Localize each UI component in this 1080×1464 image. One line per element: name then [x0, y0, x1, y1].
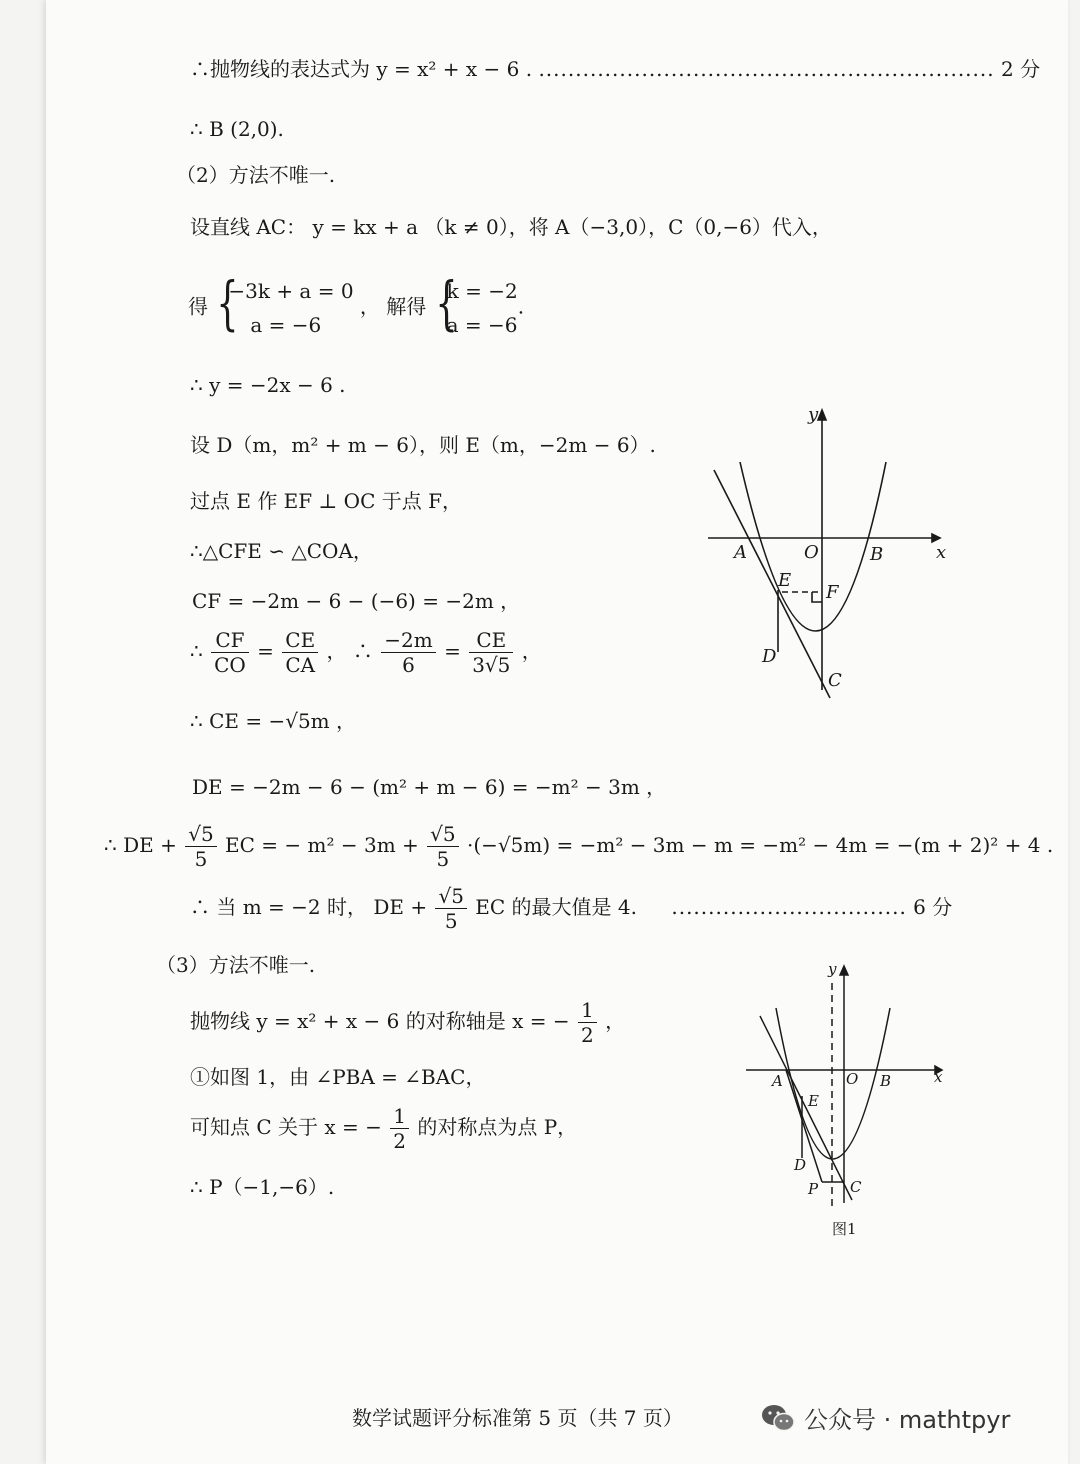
frac-sqrt5-5-c: $\frac{√5}{5}$	[435, 884, 466, 933]
sys2-row1: k = −2	[446, 279, 518, 303]
label-f: F	[826, 582, 839, 603]
label-c: C	[828, 670, 842, 691]
label-b-2: B	[880, 1072, 892, 1090]
frac-1-2-b: $\frac{1}{2}$	[390, 1104, 409, 1153]
line-cf: CF = −2m − 6 − (−6) = −2m ，	[192, 589, 521, 613]
line-ce: ∴ CE = −√5m ，	[190, 709, 357, 733]
line-set-d: 设 D（m，m² + m − 6），则 E（m，−2m − 6）.	[190, 433, 656, 457]
line-max: ∴ 当 m = −2 时， DE + $\frac{√5}{5}$ EC 的最大值是 4. ................................ 6 分	[190, 884, 953, 933]
line-angle: ①如图 1，由 ∠PBA = ∠BAC，	[190, 1065, 486, 1089]
line-de-ec: ∴ DE + $\frac{√5}{5}$ EC = − m² − 3m + $\frac{√5}{5}$ ·(−√5m) = −m² − 3m − m = −m² − 4m = −(m + 2)² + 4 .	[104, 822, 1054, 871]
label-o-2: O	[846, 1070, 859, 1088]
label-c-2: C	[850, 1178, 862, 1196]
label-y-2: y	[828, 960, 837, 978]
label-a-2: A	[772, 1072, 783, 1090]
wechat-icon	[760, 1403, 796, 1433]
line-similar: ∴△CFE ∽ △COA，	[190, 539, 373, 563]
leader-dots-6: ................................	[671, 895, 907, 919]
line-y-result: ∴ y = −2x − 6 .	[190, 373, 346, 397]
part-3-heading: （3）方法不唯一.	[156, 953, 316, 977]
sys1-row2: a = −6	[250, 313, 322, 337]
label-x-2: x	[934, 1068, 943, 1086]
label-o: O	[804, 542, 819, 563]
line-b: ∴ B (2,0).	[190, 117, 284, 141]
line-expression	[190, 56, 1040, 82]
frac-cf-co: $\frac{CF}{CO}$	[211, 628, 249, 677]
frac-1-2: $\frac{1}{2}$	[578, 998, 597, 1047]
system-2	[433, 269, 518, 342]
figure-parabola-2	[742, 958, 952, 1248]
label-e-2: E	[808, 1092, 819, 1110]
sys2-row2: a = −6	[446, 313, 518, 337]
label-e: E	[778, 570, 792, 591]
watermark	[760, 1400, 1010, 1435]
label-d: D	[762, 646, 777, 667]
therefore: ∴	[190, 639, 203, 663]
watermark-text: 公众号 · mathtpyr	[804, 1406, 1011, 1434]
figure-caption: 图1	[832, 1220, 857, 1238]
line-ratio: ∴ $\frac{CF}{CO}$ = $\frac{CE}{CA}$ ， ∴ $\frac{-2m}{6}$ = $\frac{CE}{3√5}$ ，	[190, 628, 542, 677]
sys-period: .	[517, 294, 525, 319]
page-footer: 数学试题评分标准第 5 页（共 7 页）	[352, 1406, 683, 1430]
frac-ce-3sqrt5: $\frac{CE}{3√5}$	[469, 628, 513, 677]
leader-dots: ..............................................................	[538, 57, 995, 81]
de-label: 得	[188, 294, 208, 319]
y-arrow	[818, 410, 826, 420]
frac-ce-ca: $\frac{CE}{CA}$	[282, 628, 318, 677]
line-axis: 抛物线 y = x² + x − 6 的对称轴是 x = − $\frac{1}{2}$ ，	[190, 998, 626, 1047]
brace-1: {	[216, 269, 239, 337]
score-2: 2 分	[1000, 57, 1041, 81]
x-arrow	[932, 534, 940, 542]
frac-2m-6: $\frac{-2m}{6}$	[381, 628, 435, 677]
label-x: x	[936, 542, 947, 563]
score-6: 6 分	[913, 895, 953, 919]
frac-sqrt5-5-b: $\frac{√5}{5}$	[427, 822, 458, 871]
line-ef: 过点 E 作 EF ⊥ OC 于点 F，	[190, 489, 462, 513]
frac-sqrt5-5: $\frac{√5}{5}$	[185, 822, 216, 871]
system-1	[214, 269, 354, 342]
label-d-2: D	[794, 1156, 807, 1174]
brace-2: {	[435, 269, 458, 337]
label-y: y	[808, 404, 819, 425]
line-set-ac: 设直线 AC： y = kx + a （k ≠ 0），将 A（−3,0），C（0,−6）代入，	[190, 215, 832, 239]
y-arrow-2	[840, 966, 848, 975]
line-p: ∴ P（−1,−6）.	[190, 1175, 335, 1199]
label-a: A	[734, 542, 747, 563]
line-sym-point: 可知点 C 关于 x = − $\frac{1}{2}$ 的对称点为点 P，	[190, 1104, 578, 1153]
label-p-2: P	[808, 1180, 819, 1198]
part-2-heading: （2）方法不唯一.	[176, 163, 336, 187]
jiede-label: 解得	[386, 294, 427, 319]
text-l1: ∴抛物线的表达式为 y = x² + x − 6 .	[190, 57, 533, 81]
sys-comma: ，	[359, 294, 380, 319]
sys1-row1: −3k + a = 0	[228, 279, 354, 303]
line-de: DE = −2m − 6 − (m² + m − 6) = −m² − 3m ，	[192, 775, 667, 799]
label-b: B	[870, 544, 884, 565]
right-angle-mark	[812, 592, 822, 602]
line-system	[188, 269, 525, 342]
figure-parabola-1	[700, 400, 960, 700]
